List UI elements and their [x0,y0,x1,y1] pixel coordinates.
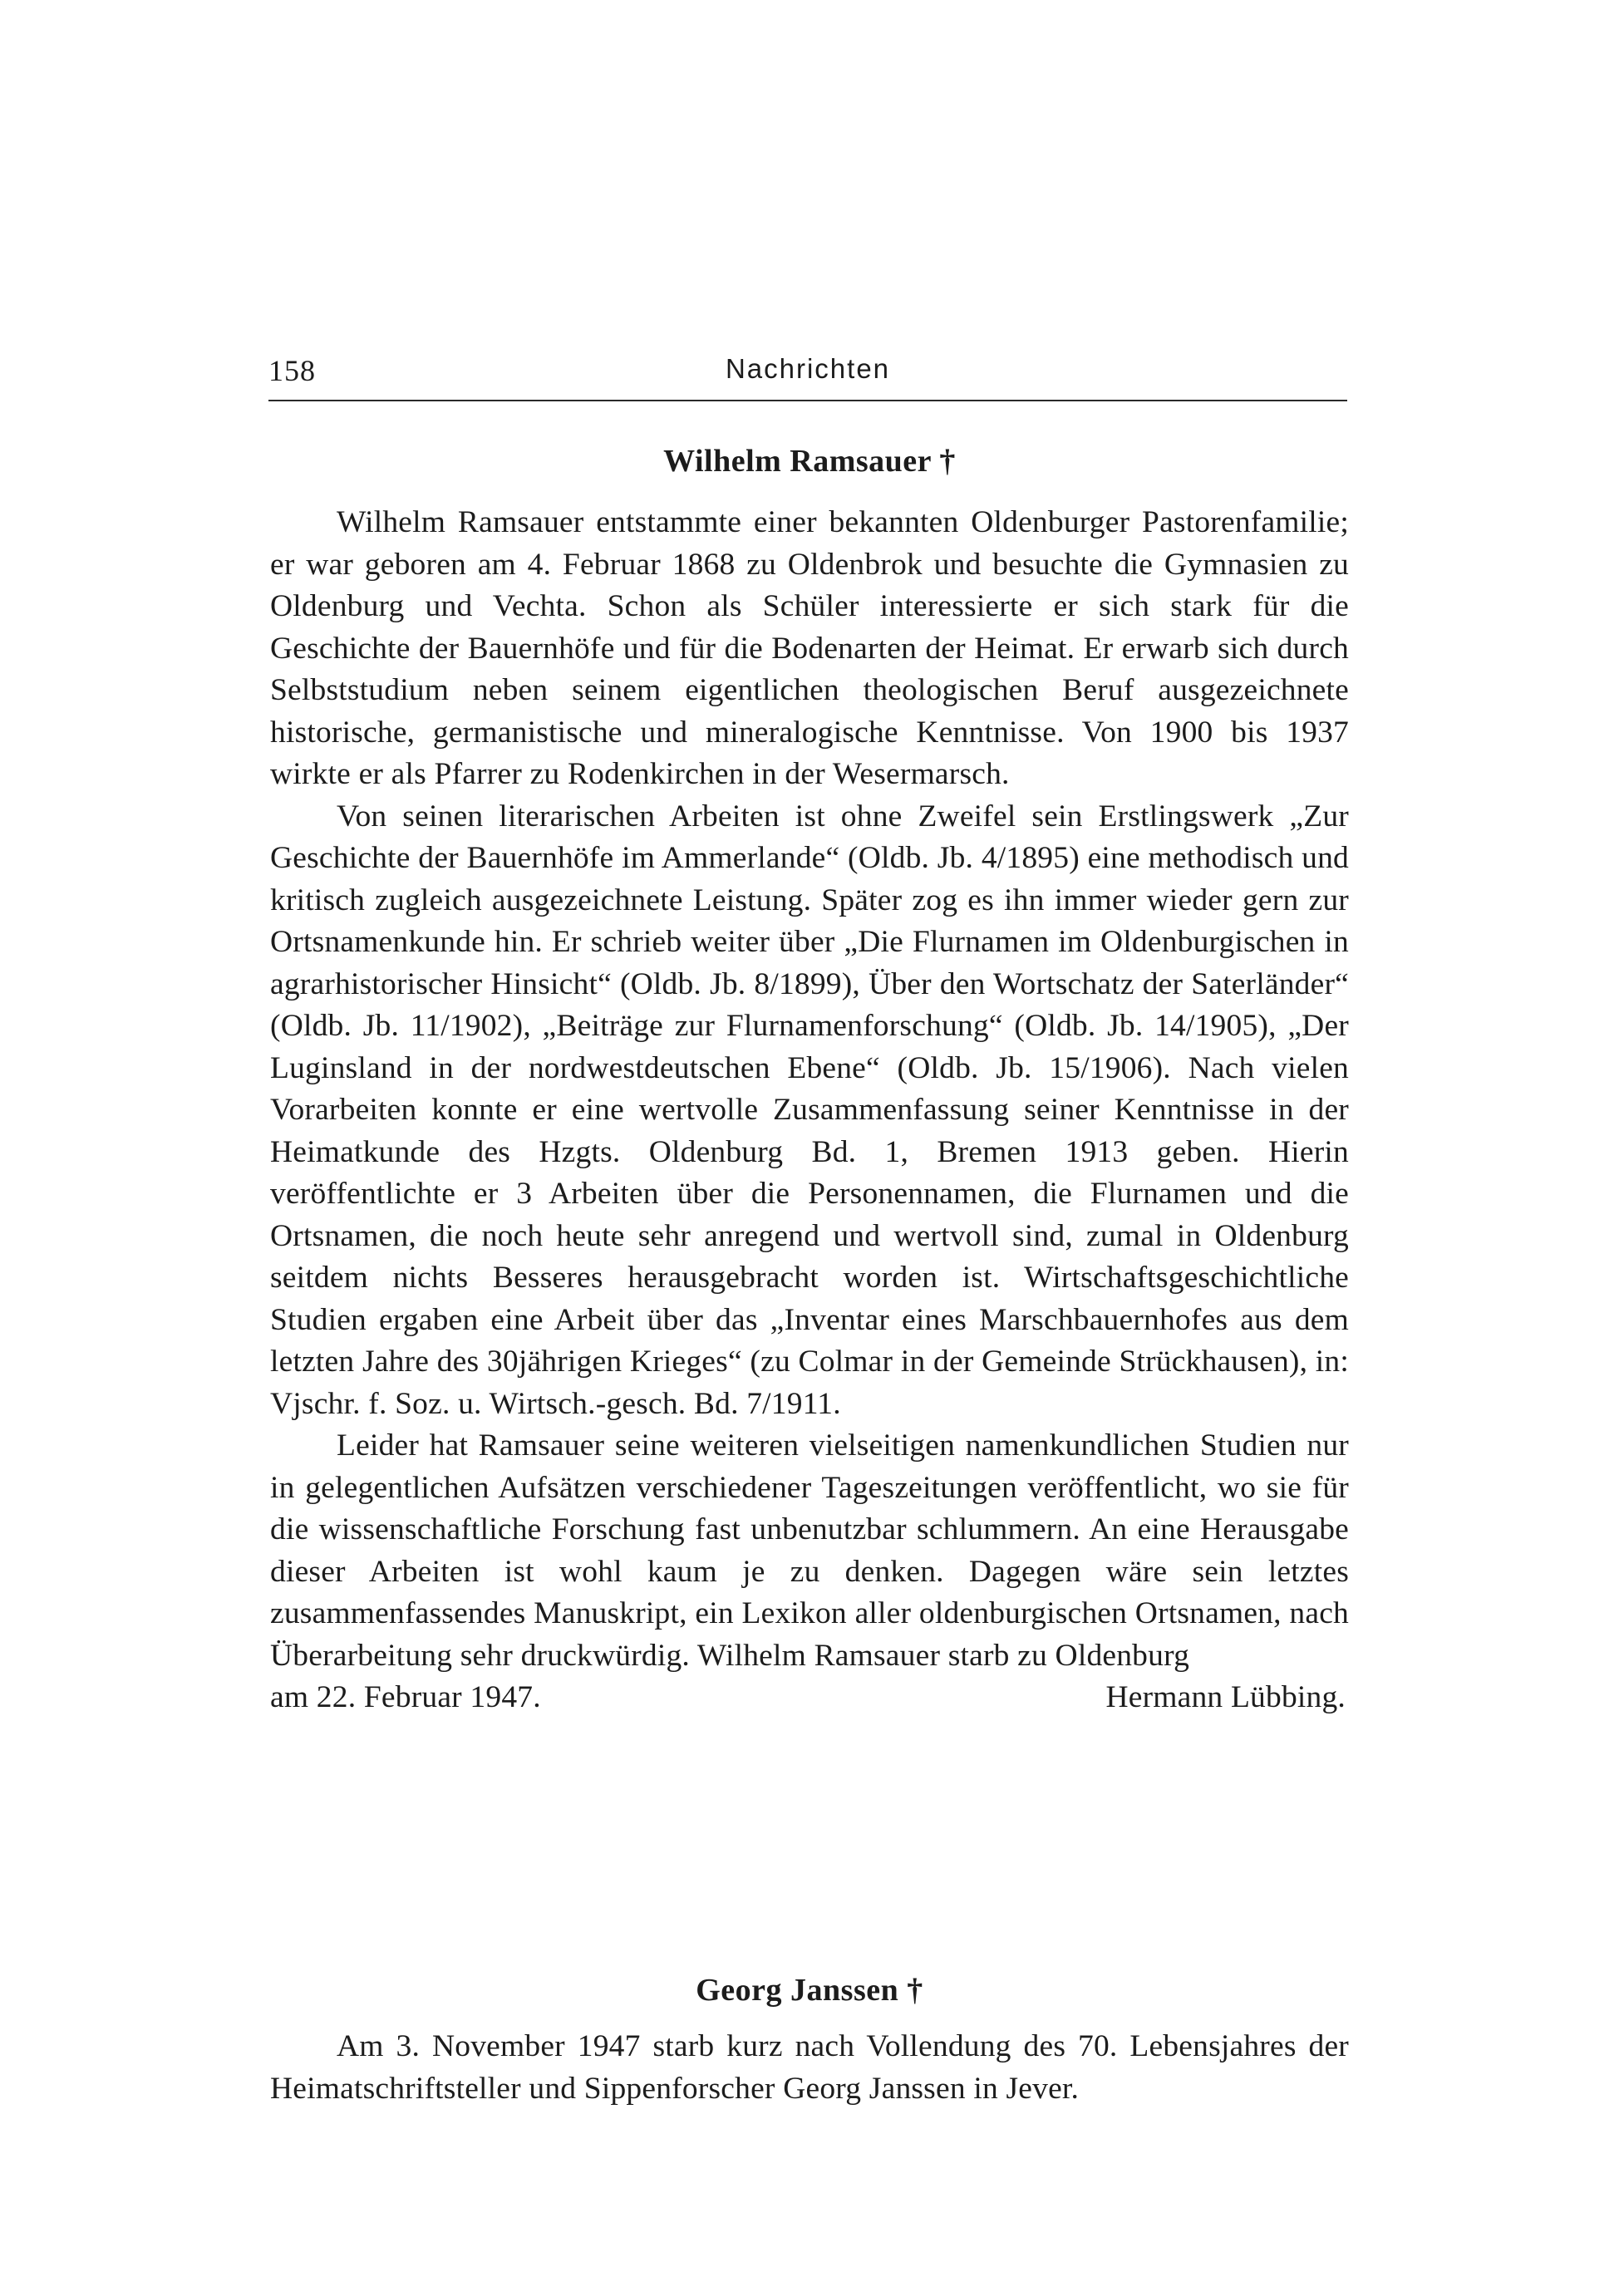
article-body [270,502,1349,1677]
author-signature: Hermann Lübbing. [1105,1680,1346,1714]
article-title: Georg Janssen † [696,1973,923,2008]
obituary-georg-janssen [270,1969,1349,2110]
page-number: 158 [268,354,316,387]
paragraph: Leider hat Ramsauer seine weiteren vielseitigen namenkundlichen Studien nur in gelegentlichen Aufsätzen verschiedener Tageszeitungen veröffentlicht, wo sie für die wissenschaftliche Forschung fast unbenutzbar schlummern. An eine Herausgabe dieser Arbeiten ist wohl kaum je zu denken. Dagegen wäre sein letztes zusammenfassendes Manuskript, ein Lexikon aller oldenburgischen Ortsnamen, nach Überarbeitung sehr druckwürdig. Wilhelm Ramsauer starb zu Oldenburg [270,1428,1349,1673]
page-header [268,353,1347,401]
article-title: Wilhelm Ramsauer † [663,444,956,479]
paragraph: Wilhelm Ramsauer entstammte einer bekannten Oldenburger Pastorenfamilie; er war geboren am 4. Februar 1868 zu Oldenbrok und besuchte die Gymnasien zu Oldenburg und Vechta. Schon als Schüler interessierte er sich stark für die Geschichte der Bauernhöfe und für die Bodenarten der Heimat. Er erwarb sich durch Selbststudium neben seinem eigentlichen theologischen Beruf ausgezeichnete historische, germanistische und mineralogische Kenntnisse. Von 1900 bis 1937 wirkte er als Pfarrer zu Rodenkirchen in der Wesermarsch. [270,505,1349,791]
closing-line [270,1677,1349,1719]
paragraph: Von seinen literarischen Arbeiten ist ohne Zweifel sein Erstlingswerk „Zur Geschichte der Bauernhöfe im Ammerlande“ (Oldb. Jb. 4/1895) eine methodisch und kritisch zugleich ausgezeichnete Leistung. Später zog es ihn immer wieder gern zur Ortsnamenkunde hin. Er schrieb weiter über „Die Flurnamen im Oldenburgischen in agrarhistorischer Hinsicht“ (Oldb. Jb. 8/1899), Über den Wortschatz der Saterländer“ (Oldb. Jb. 11/1902), „Beiträge zur Flurnamenforschung“ (Oldb. Jb. 14/1905), „Der Luginsland in der nordwestdeutschen Ebene“ (Oldb. Jb. 15/1906). Nach vielen Vorarbeiten konnte er eine wertvolle Zusammenfassung seiner Kenntnisse in der Heimatkunde des Hzgts. Oldenburg Bd. 1, Bremen 1913 geben. Hierin veröffentlichte er 3 Arbeiten über die Personennamen, die Flurnamen und die Ortsnamen, die noch heute sehr anregend und wertvoll sind, zumal in Oldenburg seitdem nichts Besseres herausgebracht worden ist. Wirtschaftsgeschichtliche Studien ergaben eine Arbeit über das „Inventar eines Marschbauernhofes aus dem letzten Jahre des 30jährigen Krieges“ (zu Colmar in der Gemeinde Strückhausen), in: Vjschr. f. Soz. u. Wirtsch.-gesch. Bd. 7/1911. [270,799,1349,1421]
closing-date: am 22. Februar 1947. [270,1680,541,1714]
article-body [270,2026,1349,2110]
obituary-wilhelm-ramsauer [270,440,1349,1719]
paragraph: Am 3. November 1947 starb kurz nach Vollendung des 70. Lebensjahres der Heimatschriftsteller und Sippenforscher Georg Janssen in Jever. [270,2029,1349,2106]
running-head: Nachrichten [725,353,891,384]
